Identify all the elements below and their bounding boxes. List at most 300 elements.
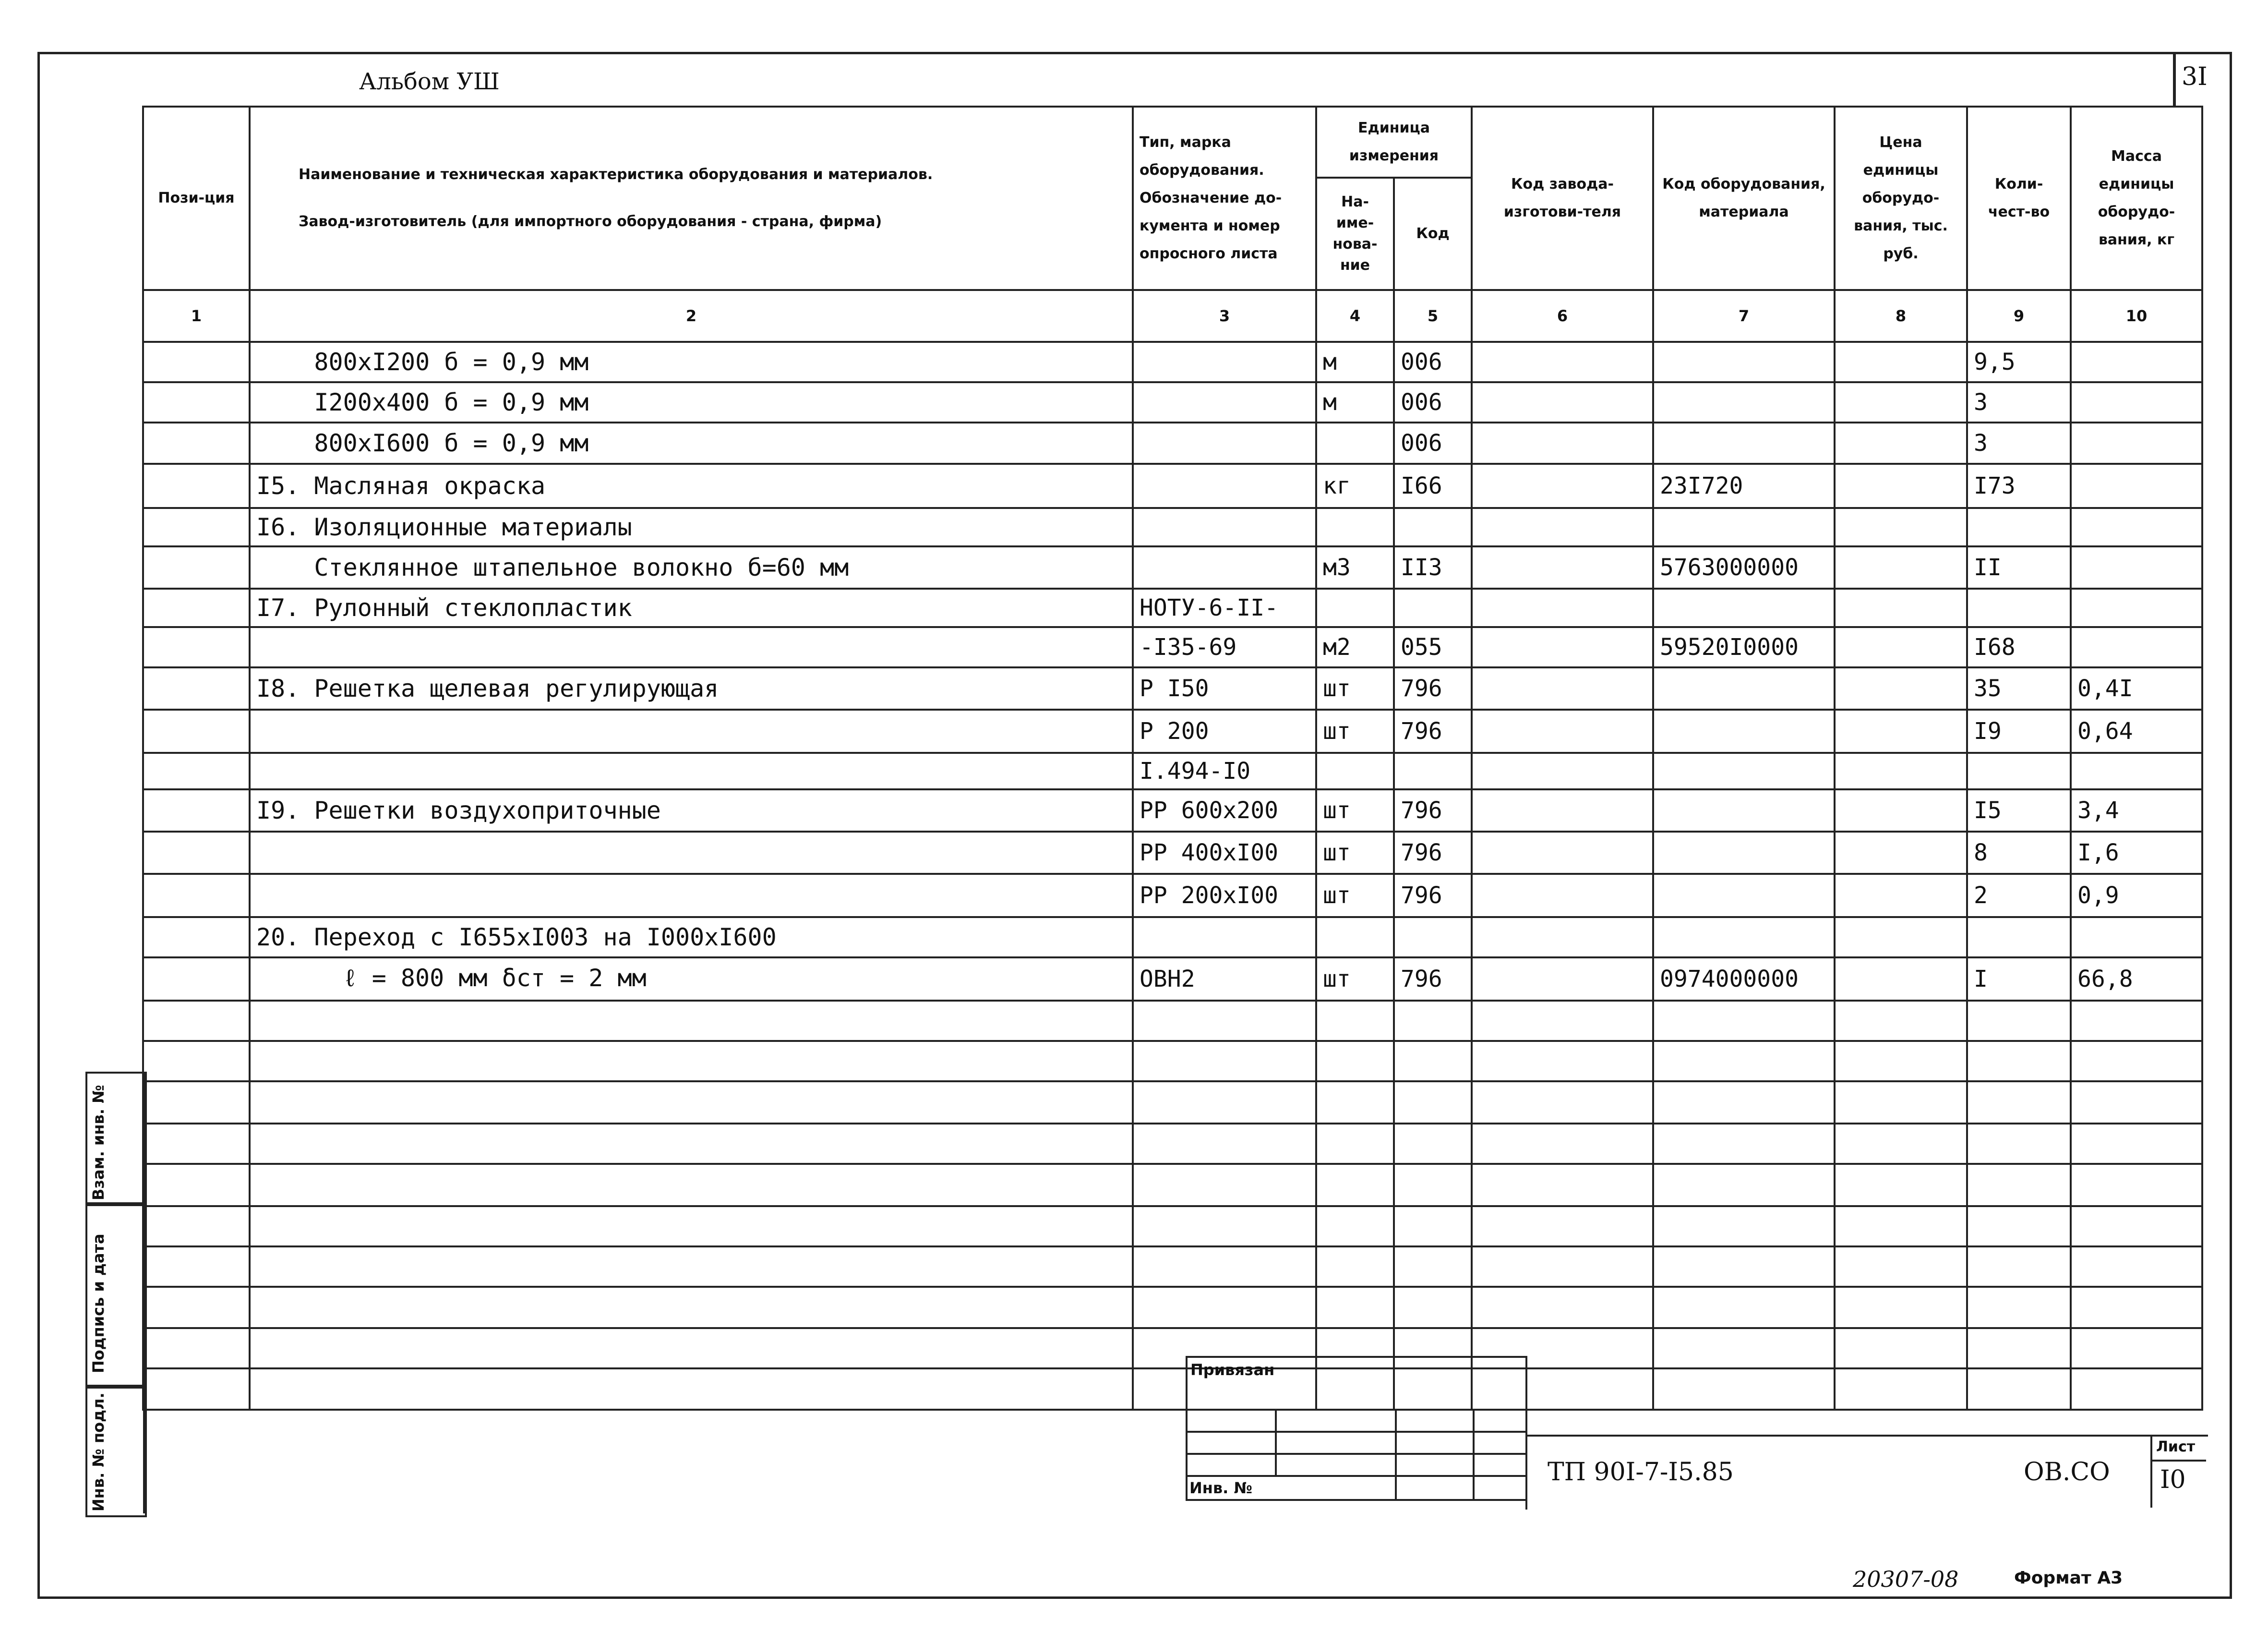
cell-c2 bbox=[250, 627, 1133, 667]
table-row bbox=[143, 589, 2202, 627]
header-name-line2: Завод-изготовитель (для импортного оборудования - страна, фирма) bbox=[299, 213, 882, 230]
cell-c1 bbox=[143, 1001, 250, 1041]
cell-c6 bbox=[1472, 546, 1653, 589]
table-row bbox=[143, 1164, 2202, 1206]
header-position: Пози-ция bbox=[143, 107, 250, 290]
table-row bbox=[143, 753, 2202, 789]
cell-c4: м bbox=[1316, 382, 1394, 423]
list-divider bbox=[2150, 1460, 2206, 1462]
cell-c4 bbox=[1316, 1164, 1394, 1206]
cell-c2 bbox=[250, 710, 1133, 753]
header-unit: Единица измерения bbox=[1316, 107, 1472, 178]
cell-c1 bbox=[143, 508, 250, 546]
table-row bbox=[143, 832, 2202, 874]
cell-c1 bbox=[143, 382, 250, 423]
cell-c8 bbox=[1835, 874, 1967, 917]
cell-c4 bbox=[1316, 1287, 1394, 1328]
cell-c10: 0,4I bbox=[2071, 667, 2202, 710]
cell-c1 bbox=[143, 546, 250, 589]
cell-c9: 9,5 bbox=[1967, 342, 2071, 382]
table-row bbox=[143, 917, 2202, 957]
cell-c2 bbox=[250, 832, 1133, 874]
colnum: 5 bbox=[1394, 290, 1472, 342]
cell-c8 bbox=[1835, 917, 1967, 957]
cell-c10 bbox=[2071, 1206, 2202, 1246]
cell-c6 bbox=[1472, 464, 1653, 508]
cell-c6 bbox=[1472, 917, 1653, 957]
cell-c6 bbox=[1472, 627, 1653, 667]
cell-c8 bbox=[1835, 789, 1967, 832]
header-unit-name: На-име-нова-ние bbox=[1316, 178, 1394, 290]
table-row bbox=[143, 423, 2202, 464]
cell-c2 bbox=[250, 753, 1133, 789]
cell-c7 bbox=[1653, 423, 1835, 464]
cell-c3 bbox=[1133, 382, 1316, 423]
cell-c1 bbox=[143, 667, 250, 710]
cell-c3 bbox=[1133, 423, 1316, 464]
cell-c3 bbox=[1133, 917, 1316, 957]
privyazan-stamp bbox=[1186, 1356, 1527, 1501]
cell-c7 bbox=[1653, 1368, 1835, 1410]
cell-c8 bbox=[1835, 1001, 1967, 1041]
cell-c1 bbox=[143, 342, 250, 382]
album-title: Альбом УШ bbox=[359, 68, 500, 95]
cell-c10 bbox=[2071, 1287, 2202, 1328]
header-equipment-code: Код оборудования, материала bbox=[1653, 107, 1835, 290]
cell-c1 bbox=[143, 464, 250, 508]
side-stamp-line bbox=[108, 1072, 145, 1513]
cell-c4 bbox=[1316, 423, 1394, 464]
table-row bbox=[143, 1206, 2202, 1246]
cell-c5: 796 bbox=[1394, 832, 1472, 874]
header-name bbox=[250, 107, 1133, 290]
colnum: 8 bbox=[1835, 290, 1967, 342]
cell-c7 bbox=[1653, 789, 1835, 832]
cell-c5 bbox=[1394, 1287, 1472, 1328]
cell-c8 bbox=[1835, 832, 1967, 874]
cell-c7 bbox=[1653, 874, 1835, 917]
cell-c3: НОТУ-6-II- bbox=[1133, 589, 1316, 627]
colnum: 10 bbox=[2071, 290, 2202, 342]
cell-c10 bbox=[2071, 382, 2202, 423]
header-mass: Масса единицы оборудо-вания, кг bbox=[2071, 107, 2202, 290]
cell-c2: Стеклянное штапельное волокно б=60 мм bbox=[250, 546, 1133, 589]
cell-c8 bbox=[1835, 667, 1967, 710]
table-row bbox=[143, 546, 2202, 589]
cell-c4 bbox=[1316, 1041, 1394, 1081]
cell-c6 bbox=[1472, 508, 1653, 546]
cell-c7 bbox=[1653, 917, 1835, 957]
cell-c9: 3 bbox=[1967, 423, 2071, 464]
cell-c4: м3 bbox=[1316, 546, 1394, 589]
cell-c5 bbox=[1394, 508, 1472, 546]
cell-c7 bbox=[1653, 753, 1835, 789]
cell-c10 bbox=[2071, 589, 2202, 627]
cell-c5 bbox=[1394, 917, 1472, 957]
colnum: 1 bbox=[143, 290, 250, 342]
cell-c3: РР 600х200 bbox=[1133, 789, 1316, 832]
cell-c4 bbox=[1316, 508, 1394, 546]
cell-c6 bbox=[1472, 1041, 1653, 1081]
cell-c9 bbox=[1967, 1001, 2071, 1041]
cell-c5 bbox=[1394, 1206, 1472, 1246]
table-row bbox=[143, 957, 2202, 1001]
cell-c9: I bbox=[1967, 957, 2071, 1001]
cell-c6 bbox=[1472, 589, 1653, 627]
cell-c9 bbox=[1967, 1164, 2071, 1206]
cell-c10 bbox=[2071, 1368, 2202, 1410]
document-code: ОВ.СО bbox=[2024, 1458, 2110, 1487]
header-quantity: Коли-чест-во bbox=[1967, 107, 2071, 290]
colnum: 6 bbox=[1472, 290, 1653, 342]
cell-c5: 006 bbox=[1394, 382, 1472, 423]
cell-c3 bbox=[1133, 1287, 1316, 1328]
cell-c2 bbox=[250, 1124, 1133, 1164]
cell-c2 bbox=[250, 1246, 1133, 1287]
cell-c7 bbox=[1653, 382, 1835, 423]
cell-c4: кг bbox=[1316, 464, 1394, 508]
cell-c4 bbox=[1316, 917, 1394, 957]
cell-c2 bbox=[250, 1287, 1133, 1328]
cell-c2: I5. Масляная окраска bbox=[250, 464, 1133, 508]
cell-c7 bbox=[1653, 832, 1835, 874]
cell-c8 bbox=[1835, 423, 1967, 464]
cell-c2: I9. Решетки воздухоприточные bbox=[250, 789, 1133, 832]
cell-c3 bbox=[1133, 342, 1316, 382]
cell-c3 bbox=[1133, 546, 1316, 589]
cell-c10: 0,9 bbox=[2071, 874, 2202, 917]
cell-c6 bbox=[1472, 382, 1653, 423]
cell-c5 bbox=[1394, 1124, 1472, 1164]
cell-c10 bbox=[2071, 917, 2202, 957]
header-factory-code: Код завода-изготови-теля bbox=[1472, 107, 1653, 290]
colnum: 2 bbox=[250, 290, 1133, 342]
cell-c3 bbox=[1133, 1206, 1316, 1246]
table-row bbox=[143, 1368, 2202, 1410]
side-label-vzam: Взам. инв. № bbox=[89, 1085, 108, 1200]
cell-c4 bbox=[1316, 1124, 1394, 1164]
cell-c4: шт bbox=[1316, 710, 1394, 753]
cell-c6 bbox=[1472, 1124, 1653, 1164]
cell-c8 bbox=[1835, 627, 1967, 667]
cell-c9 bbox=[1967, 1246, 2071, 1287]
colnum: 9 bbox=[1967, 290, 2071, 342]
table-row bbox=[143, 667, 2202, 710]
cell-c10 bbox=[2071, 627, 2202, 667]
table-row bbox=[143, 508, 2202, 546]
cell-c1 bbox=[143, 1081, 250, 1124]
cell-c5 bbox=[1394, 1246, 1472, 1287]
cell-c9 bbox=[1967, 1081, 2071, 1124]
cell-c10 bbox=[2071, 342, 2202, 382]
cell-c8 bbox=[1835, 1206, 1967, 1246]
cell-c10 bbox=[2071, 1041, 2202, 1081]
cell-c10 bbox=[2071, 753, 2202, 789]
cell-c3: ОВН2 bbox=[1133, 957, 1316, 1001]
table-row bbox=[143, 1081, 2202, 1124]
cell-c10: I,6 bbox=[2071, 832, 2202, 874]
cell-c8 bbox=[1835, 1368, 1967, 1410]
table-row bbox=[143, 1001, 2202, 1041]
cell-c8 bbox=[1835, 508, 1967, 546]
cell-c10 bbox=[2071, 1164, 2202, 1206]
cell-c9: II bbox=[1967, 546, 2071, 589]
cell-c6 bbox=[1472, 1206, 1653, 1246]
cell-c1 bbox=[143, 832, 250, 874]
cell-c10 bbox=[2071, 1081, 2202, 1124]
cell-c9 bbox=[1967, 508, 2071, 546]
cell-c6 bbox=[1472, 874, 1653, 917]
cell-c5 bbox=[1394, 1081, 1472, 1124]
cell-c8 bbox=[1835, 1081, 1967, 1124]
cell-c9 bbox=[1967, 1368, 2071, 1410]
cell-c2 bbox=[250, 1328, 1133, 1368]
cell-c8 bbox=[1835, 1246, 1967, 1287]
header-name-line1: Наименование и техническая характеристика оборудования и материалов. bbox=[299, 166, 933, 183]
cell-c6 bbox=[1472, 832, 1653, 874]
cell-c5: 796 bbox=[1394, 710, 1472, 753]
cell-c7 bbox=[1653, 342, 1835, 382]
list-number: I0 bbox=[2160, 1465, 2186, 1494]
cell-c3: РР 200хI00 bbox=[1133, 874, 1316, 917]
cell-c2: ℓ = 800 мм δст = 2 мм bbox=[250, 957, 1133, 1001]
cell-c9: 8 bbox=[1967, 832, 2071, 874]
cell-c6 bbox=[1472, 342, 1653, 382]
cell-c2: 20. Переход с I655хI003 на I000хI600 bbox=[250, 917, 1133, 957]
cell-c8 bbox=[1835, 589, 1967, 627]
colnum: 4 bbox=[1316, 290, 1394, 342]
cell-c2: I8. Решетка щелевая регулирующая bbox=[250, 667, 1133, 710]
cell-c6 bbox=[1472, 423, 1653, 464]
cell-c10 bbox=[2071, 464, 2202, 508]
cell-c2: 800хI200 б = 0,9 мм bbox=[250, 342, 1133, 382]
cell-c7: 23I720 bbox=[1653, 464, 1835, 508]
cell-c6 bbox=[1472, 1164, 1653, 1206]
cell-c9: I68 bbox=[1967, 627, 2071, 667]
cell-c4 bbox=[1316, 1001, 1394, 1041]
cell-c6 bbox=[1472, 789, 1653, 832]
cell-c7 bbox=[1653, 1287, 1835, 1328]
cell-c7 bbox=[1653, 589, 1835, 627]
cell-c9 bbox=[1967, 1041, 2071, 1081]
cell-c8 bbox=[1835, 753, 1967, 789]
colnum: 7 bbox=[1653, 290, 1835, 342]
table-row bbox=[143, 627, 2202, 667]
cell-c2 bbox=[250, 1206, 1133, 1246]
cell-c5: I66 bbox=[1394, 464, 1472, 508]
cell-c6 bbox=[1472, 1246, 1653, 1287]
cell-c2: 800хI600 б = 0,9 мм bbox=[250, 423, 1133, 464]
cell-c7 bbox=[1653, 1206, 1835, 1246]
cell-c2: I6. Изоляционные материалы bbox=[250, 508, 1133, 546]
table-row bbox=[143, 1328, 2202, 1368]
table-row bbox=[143, 1287, 2202, 1328]
cell-c8 bbox=[1835, 1328, 1967, 1368]
cell-c3 bbox=[1133, 1124, 1316, 1164]
cell-c5: 055 bbox=[1394, 627, 1472, 667]
cell-c3 bbox=[1133, 1246, 1316, 1287]
page-number: 3I bbox=[2182, 62, 2208, 91]
cell-c6 bbox=[1472, 1287, 1653, 1328]
column-number-row bbox=[143, 290, 2202, 342]
cell-c6 bbox=[1472, 667, 1653, 710]
cell-c5 bbox=[1394, 1164, 1472, 1206]
cell-c4: шт bbox=[1316, 874, 1394, 917]
cell-c6 bbox=[1472, 1081, 1653, 1124]
cell-c1 bbox=[143, 1124, 250, 1164]
table-row bbox=[143, 1124, 2202, 1164]
colnum: 3 bbox=[1133, 290, 1316, 342]
cell-c8 bbox=[1835, 1164, 1967, 1206]
table-row bbox=[143, 874, 2202, 917]
cell-c1 bbox=[143, 710, 250, 753]
cell-c10 bbox=[2071, 1124, 2202, 1164]
cell-c1 bbox=[143, 1368, 250, 1410]
cell-c7 bbox=[1653, 1001, 1835, 1041]
cell-c4: шт bbox=[1316, 832, 1394, 874]
cell-c9 bbox=[1967, 753, 2071, 789]
cell-c3: РР 400хI00 bbox=[1133, 832, 1316, 874]
table-row bbox=[143, 1246, 2202, 1287]
cell-c4 bbox=[1316, 1081, 1394, 1124]
cell-c2 bbox=[250, 1081, 1133, 1124]
format-label: Формат А3 bbox=[2014, 1568, 2123, 1588]
cell-c7: 5763000000 bbox=[1653, 546, 1835, 589]
cell-c2: I200х400 б = 0,9 мм bbox=[250, 382, 1133, 423]
specification-table bbox=[142, 106, 2203, 1411]
cell-c3: -I35-69 bbox=[1133, 627, 1316, 667]
cell-c8 bbox=[1835, 342, 1967, 382]
cell-c5: 796 bbox=[1394, 874, 1472, 917]
cell-c3: I.494-I0 bbox=[1133, 753, 1316, 789]
cell-c5: 796 bbox=[1394, 789, 1472, 832]
cell-c8 bbox=[1835, 1124, 1967, 1164]
cell-c8 bbox=[1835, 382, 1967, 423]
cell-c9: I73 bbox=[1967, 464, 2071, 508]
cell-c7 bbox=[1653, 1081, 1835, 1124]
cell-c7 bbox=[1653, 1041, 1835, 1081]
cell-c3: Р 200 bbox=[1133, 710, 1316, 753]
cell-c3: Р I50 bbox=[1133, 667, 1316, 710]
cell-c8 bbox=[1835, 1287, 1967, 1328]
cell-c9: 2 bbox=[1967, 874, 2071, 917]
document-number: ТП 90I-7-I5.85 bbox=[1548, 1458, 1734, 1487]
cell-c2 bbox=[250, 1368, 1133, 1410]
cell-c10 bbox=[2071, 546, 2202, 589]
cell-c9 bbox=[1967, 1328, 2071, 1368]
table-row bbox=[143, 464, 2202, 508]
table-row bbox=[143, 342, 2202, 382]
cell-c6 bbox=[1472, 1001, 1653, 1041]
cell-c4: м bbox=[1316, 342, 1394, 382]
cell-c5 bbox=[1394, 1041, 1472, 1081]
cell-c5: 006 bbox=[1394, 423, 1472, 464]
header-type: Тип, марка оборудования. Обозначение до-кумента и номер опросного листа bbox=[1133, 107, 1316, 290]
cell-c3 bbox=[1133, 1164, 1316, 1206]
cell-c1 bbox=[143, 589, 250, 627]
cell-c10: 0,64 bbox=[2071, 710, 2202, 753]
cell-c10 bbox=[2071, 423, 2202, 464]
inv-no-label: Инв. № bbox=[1187, 1476, 1396, 1500]
cell-c8 bbox=[1835, 546, 1967, 589]
cell-c8 bbox=[1835, 464, 1967, 508]
cell-c2 bbox=[250, 1001, 1133, 1041]
cell-c9: I9 bbox=[1967, 710, 2071, 753]
cell-c7: 0974000000 bbox=[1653, 957, 1835, 1001]
side-label-podpis: Подпись и дата bbox=[89, 1233, 108, 1373]
cell-c4: м2 bbox=[1316, 627, 1394, 667]
cell-c9: 3 bbox=[1967, 382, 2071, 423]
cell-c4: шт bbox=[1316, 789, 1394, 832]
privyazan-label: Привязан bbox=[1187, 1357, 1526, 1410]
cell-c1 bbox=[143, 627, 250, 667]
side-label-inv: Инв. № подл. bbox=[89, 1392, 108, 1511]
cell-c5 bbox=[1394, 589, 1472, 627]
cell-c7: 59520I0000 bbox=[1653, 627, 1835, 667]
cell-c4 bbox=[1316, 589, 1394, 627]
cell-c2 bbox=[250, 1164, 1133, 1206]
cell-c5: 006 bbox=[1394, 342, 1472, 382]
cell-c5 bbox=[1394, 753, 1472, 789]
cell-c1 bbox=[143, 423, 250, 464]
cell-c5: 796 bbox=[1394, 667, 1472, 710]
cell-c3 bbox=[1133, 1001, 1316, 1041]
cell-c1 bbox=[143, 753, 250, 789]
cell-c7 bbox=[1653, 1164, 1835, 1206]
cell-c6 bbox=[1472, 957, 1653, 1001]
cell-c1 bbox=[143, 1328, 250, 1368]
cell-c6 bbox=[1472, 710, 1653, 753]
cell-c1 bbox=[143, 1164, 250, 1206]
cell-c4: шт bbox=[1316, 667, 1394, 710]
cell-c7 bbox=[1653, 508, 1835, 546]
cell-c10 bbox=[2071, 1328, 2202, 1368]
cell-c4: шт bbox=[1316, 957, 1394, 1001]
cell-c1 bbox=[143, 1246, 250, 1287]
cell-c3 bbox=[1133, 1041, 1316, 1081]
cell-c10 bbox=[2071, 508, 2202, 546]
cell-c9 bbox=[1967, 589, 2071, 627]
cell-c5: 796 bbox=[1394, 957, 1472, 1001]
cell-c1 bbox=[143, 917, 250, 957]
cell-c10 bbox=[2071, 1001, 2202, 1041]
cell-c2 bbox=[250, 874, 1133, 917]
cell-c9 bbox=[1967, 1124, 2071, 1164]
handwritten-number: 20307-08 bbox=[1853, 1566, 1959, 1592]
cell-c4 bbox=[1316, 1206, 1394, 1246]
cell-c9 bbox=[1967, 1206, 2071, 1246]
cell-c3 bbox=[1133, 464, 1316, 508]
cell-c1 bbox=[143, 874, 250, 917]
cell-c3 bbox=[1133, 508, 1316, 546]
cell-c5: II3 bbox=[1394, 546, 1472, 589]
cell-c8 bbox=[1835, 957, 1967, 1001]
cell-c1 bbox=[143, 957, 250, 1001]
cell-c7 bbox=[1653, 1328, 1835, 1368]
table-row bbox=[143, 1041, 2202, 1081]
list-label: Лист bbox=[2156, 1438, 2196, 1455]
cell-c1 bbox=[143, 1206, 250, 1246]
cell-c7 bbox=[1653, 710, 1835, 753]
cell-c1 bbox=[143, 1041, 250, 1081]
cell-c4 bbox=[1316, 753, 1394, 789]
table-row bbox=[143, 382, 2202, 423]
cell-c3 bbox=[1133, 1081, 1316, 1124]
cell-c1 bbox=[143, 789, 250, 832]
cell-c7 bbox=[1653, 1124, 1835, 1164]
cell-c9 bbox=[1967, 1287, 2071, 1328]
cell-c10: 3,4 bbox=[2071, 789, 2202, 832]
